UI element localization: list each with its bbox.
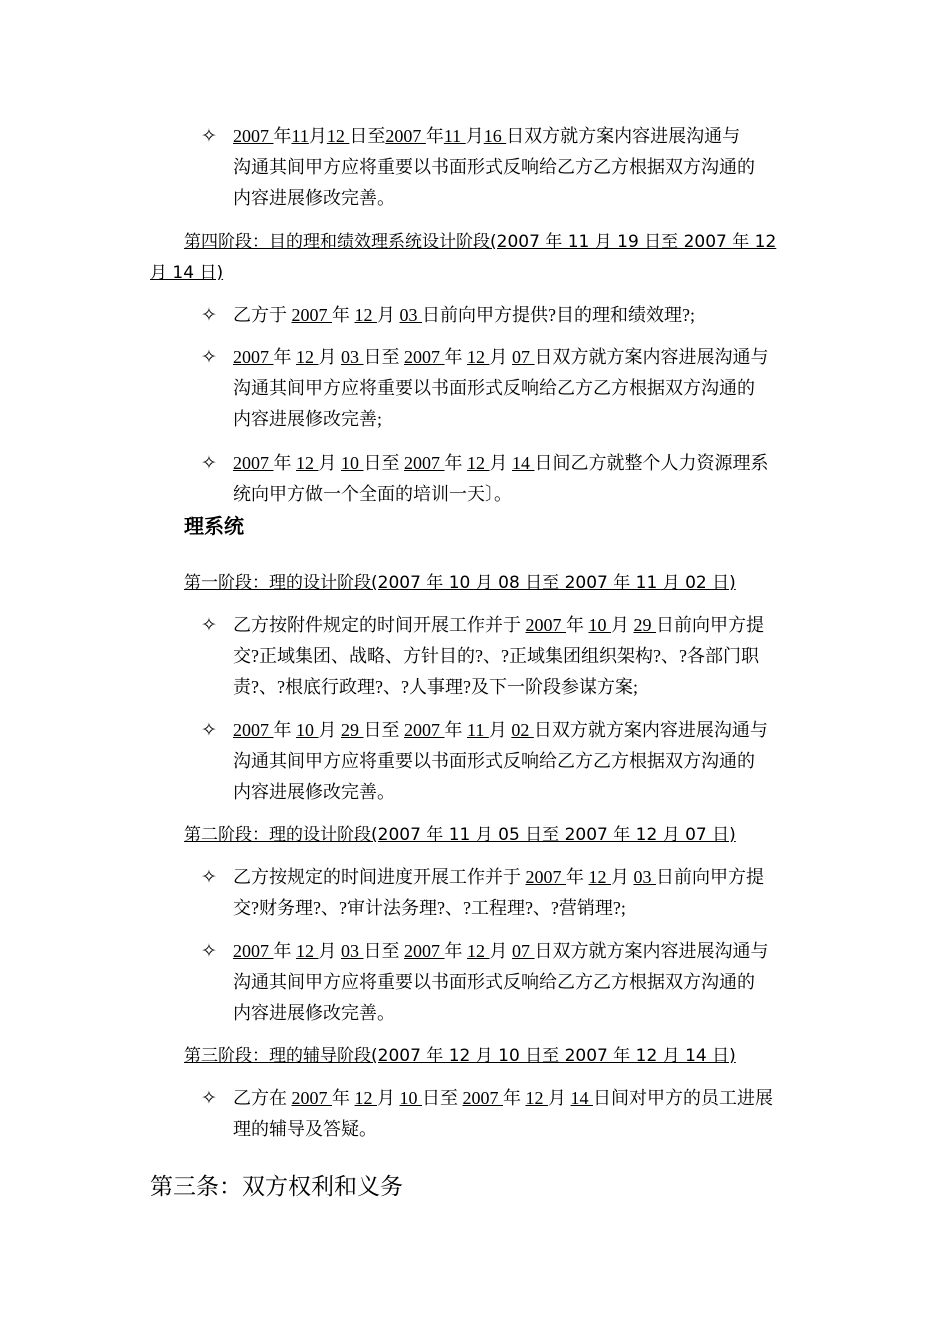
text-run: 年: [332, 1088, 355, 1108]
date-field: 12: [354, 305, 377, 325]
text-run: 日双方就方案内容进展沟通与: [506, 126, 741, 146]
date-field: 11: [467, 720, 489, 740]
bullet-diamond-icon: ✧: [201, 941, 217, 962]
date-field: 2007: [404, 453, 445, 473]
text-run: 月: [377, 1088, 400, 1108]
text-run: 日至: [363, 453, 404, 473]
bullet-line: [233, 998, 793, 1029]
date-field: 2007: [233, 720, 274, 740]
phase-heading: 第三阶段：理的辅导阶段(2007 年 12 月 10 日至 2007 年 12 月 14 日): [184, 1046, 736, 1066]
text-run: 年: [444, 347, 467, 367]
text-run: 统向甲方做一个全面的培训一天〕。: [233, 484, 512, 504]
date-field: 12: [467, 347, 490, 367]
date-field: 12: [326, 126, 350, 146]
bullet-diamond-icon: ✧: [201, 453, 217, 474]
bullet-line: [233, 152, 793, 183]
text-run: 乙方按规定的时间进度开展工作并于: [233, 867, 526, 887]
date-field: 03: [633, 867, 656, 887]
bullet-diamond-icon: ✧: [201, 867, 217, 888]
text-run: 乙方于: [233, 305, 292, 325]
date-field: 2007: [291, 1088, 332, 1108]
text-run: 内容进展修改完善。: [233, 1003, 395, 1023]
date-field: 12: [296, 453, 319, 473]
date-field: 03: [341, 347, 364, 367]
text-run: 内容进展修改完善。: [233, 188, 395, 208]
bullet-item: [233, 1083, 793, 1145]
text-run: 日双方就方案内容进展沟通与: [534, 347, 769, 367]
bullet-line: [233, 672, 793, 703]
text-run: 交?正域集团、战略、方针目的?、?正域集团组织架构?、?各部门职: [233, 646, 759, 666]
text-run: 交?财务理?、?审计法务理?、?工程理?、?营销理?;: [233, 898, 626, 918]
bullet-line: [233, 862, 793, 893]
text-run: 年: [503, 1088, 526, 1108]
text-run: 月: [611, 867, 634, 887]
bullet-line: [233, 610, 793, 641]
bullet-line: [233, 1083, 793, 1114]
bullet-item: [233, 448, 793, 510]
text-run: 内容进展修改完善;: [233, 409, 383, 429]
text-run: 月: [489, 941, 512, 961]
date-field: 2007: [404, 720, 445, 740]
bullet-diamond-icon: ✧: [201, 615, 217, 636]
bullet-line: [233, 746, 793, 777]
date-field: 11: [443, 126, 466, 146]
text-run: 沟通其间甲方应将重要以书面形式反响给乙方乙方根据双方沟通的: [233, 972, 755, 992]
bullet-line: [233, 404, 793, 435]
section-heading: 理系统: [184, 514, 244, 538]
text-run: 年: [273, 720, 296, 740]
phase-heading: 第一阶段：理的设计阶段(2007 年 10 月 08 日至 2007 年 11 月 02 日): [184, 573, 736, 593]
text-run: 年: [566, 867, 589, 887]
text-run: 月: [489, 453, 512, 473]
bullet-line: [233, 893, 793, 924]
bullet-diamond-icon: ✧: [201, 720, 217, 741]
bullet-item: [233, 610, 793, 703]
date-field: 2007: [233, 453, 274, 473]
text-run: 年: [273, 347, 296, 367]
date-field: 10: [341, 453, 364, 473]
date-field: 03: [341, 941, 364, 961]
article-heading: 第三条：双方权利和义务: [150, 1174, 403, 1200]
text-run: 月: [377, 305, 400, 325]
text-run: 日至: [363, 720, 404, 740]
date-field: 2007: [291, 305, 332, 325]
text-run: 日至: [363, 941, 404, 961]
bullet-item: [233, 121, 793, 214]
text-run: 理的辅导及答疑。: [233, 1119, 377, 1139]
date-field: 10: [588, 615, 611, 635]
text-run: 乙方在: [233, 1088, 292, 1108]
text-run: 月: [611, 615, 634, 635]
date-field: 12: [296, 941, 319, 961]
text-run: 责?、?根底行政理?、?人事理?及下一阶段参谋方案;: [233, 677, 638, 697]
text-run: 月: [489, 347, 512, 367]
date-field: 12: [354, 1088, 377, 1108]
date-field: 2007: [233, 126, 274, 146]
bullet-item: [233, 342, 793, 435]
bullet-line: [233, 183, 793, 214]
bullet-diamond-icon: ✧: [201, 1088, 217, 1109]
date-field: 2007: [404, 347, 445, 367]
text-run: 年: [444, 453, 467, 473]
bullet-line: [233, 1114, 793, 1145]
phase-heading: 第四阶段：目的理和绩效理系统设计阶段(2007 年 11 月 19 日至 2007 年 12: [184, 232, 777, 252]
text-run: 沟通其间甲方应将重要以书面形式反响给乙方乙方根据双方沟通的: [233, 157, 755, 177]
text-run: 日至: [349, 126, 386, 146]
bullet-line: [233, 715, 793, 746]
bullet-item: [233, 715, 793, 808]
bullet-line: [233, 777, 793, 808]
text-run: 日至: [363, 347, 404, 367]
text-run: 月: [488, 720, 512, 740]
text-run: 年: [273, 941, 296, 961]
bullet-line: [233, 479, 793, 510]
text-run: 年: [425, 126, 444, 146]
date-field: 2007: [525, 615, 566, 635]
text-run: 年: [444, 941, 467, 961]
bullet-line: [233, 641, 793, 672]
date-field: 10: [296, 720, 319, 740]
text-run: 日前向甲方提供?目的理和绩效理?;: [422, 305, 695, 325]
date-field: 29: [341, 720, 364, 740]
text-run: 月: [548, 1088, 571, 1108]
text-run: 年: [273, 453, 296, 473]
bullet-line: [233, 373, 793, 404]
text-run: 年: [566, 615, 589, 635]
text-run: 年: [444, 720, 467, 740]
bullet-item: [233, 862, 793, 924]
bullet-line: [233, 448, 793, 479]
text-run: 日前向甲方提: [656, 615, 764, 635]
text-run: 沟通其间甲方应将重要以书面形式反响给乙方乙方根据双方沟通的: [233, 378, 755, 398]
date-field: 12: [525, 1088, 548, 1108]
date-field: 07: [512, 347, 535, 367]
date-field: 12: [467, 453, 490, 473]
text-run: 日双方就方案内容进展沟通与: [533, 720, 768, 740]
date-field: 12: [296, 347, 319, 367]
text-run: 月: [318, 720, 341, 740]
text-run: 月: [318, 347, 341, 367]
text-run: 内容进展修改完善。: [233, 782, 395, 802]
date-field: 12: [588, 867, 611, 887]
bullet-item: [233, 300, 793, 331]
date-field: 2007: [233, 941, 274, 961]
phase-heading: 第二阶段：理的设计阶段(2007 年 11 月 05 日至 2007 年 12 月 07 日): [184, 825, 736, 845]
date-field: 2007: [233, 347, 274, 367]
date-field: 07: [512, 941, 535, 961]
date-field: 29: [633, 615, 656, 635]
date-field: 14: [570, 1088, 593, 1108]
text-run: 日双方就方案内容进展沟通与: [534, 941, 769, 961]
date-field: 2007: [385, 126, 426, 146]
text-run: 年: [332, 305, 355, 325]
text-run: 月: [318, 453, 341, 473]
text-run: 日间对甲方的员工进展: [593, 1088, 773, 1108]
text-run: 年: [273, 126, 292, 146]
text-run: 日间乙方就整个人力资源理系: [534, 453, 769, 473]
date-field: 03: [399, 305, 422, 325]
date-field: 2007: [462, 1088, 503, 1108]
date-field: 12: [467, 941, 490, 961]
date-field: 16: [483, 126, 507, 146]
bullet-diamond-icon: ✧: [201, 126, 217, 147]
date-field: 11: [291, 126, 309, 146]
bullet-line: [233, 342, 793, 373]
date-field: 2007: [525, 867, 566, 887]
text-run: 日至: [422, 1088, 463, 1108]
bullet-line: [233, 936, 793, 967]
bullet-line: [233, 967, 793, 998]
text-run: 月: [465, 126, 484, 146]
text-run: 日前向甲方提: [656, 867, 764, 887]
bullet-line: [233, 121, 793, 152]
date-field: 14: [512, 453, 535, 473]
text-run: 乙方按附件规定的时间开展工作并于: [233, 615, 526, 635]
bullet-diamond-icon: ✧: [201, 347, 217, 368]
text-run: 月: [308, 126, 327, 146]
bullet-item: [233, 936, 793, 1029]
phase-heading: 月 14 日): [150, 263, 224, 283]
date-field: 2007: [404, 941, 445, 961]
bullet-diamond-icon: ✧: [201, 305, 217, 326]
bullet-line: [233, 300, 793, 331]
text-run: 沟通其间甲方应将重要以书面形式反响给乙方乙方根据双方沟通的: [233, 751, 755, 771]
date-field: 02: [511, 720, 534, 740]
date-field: 10: [399, 1088, 422, 1108]
text-run: 月: [318, 941, 341, 961]
